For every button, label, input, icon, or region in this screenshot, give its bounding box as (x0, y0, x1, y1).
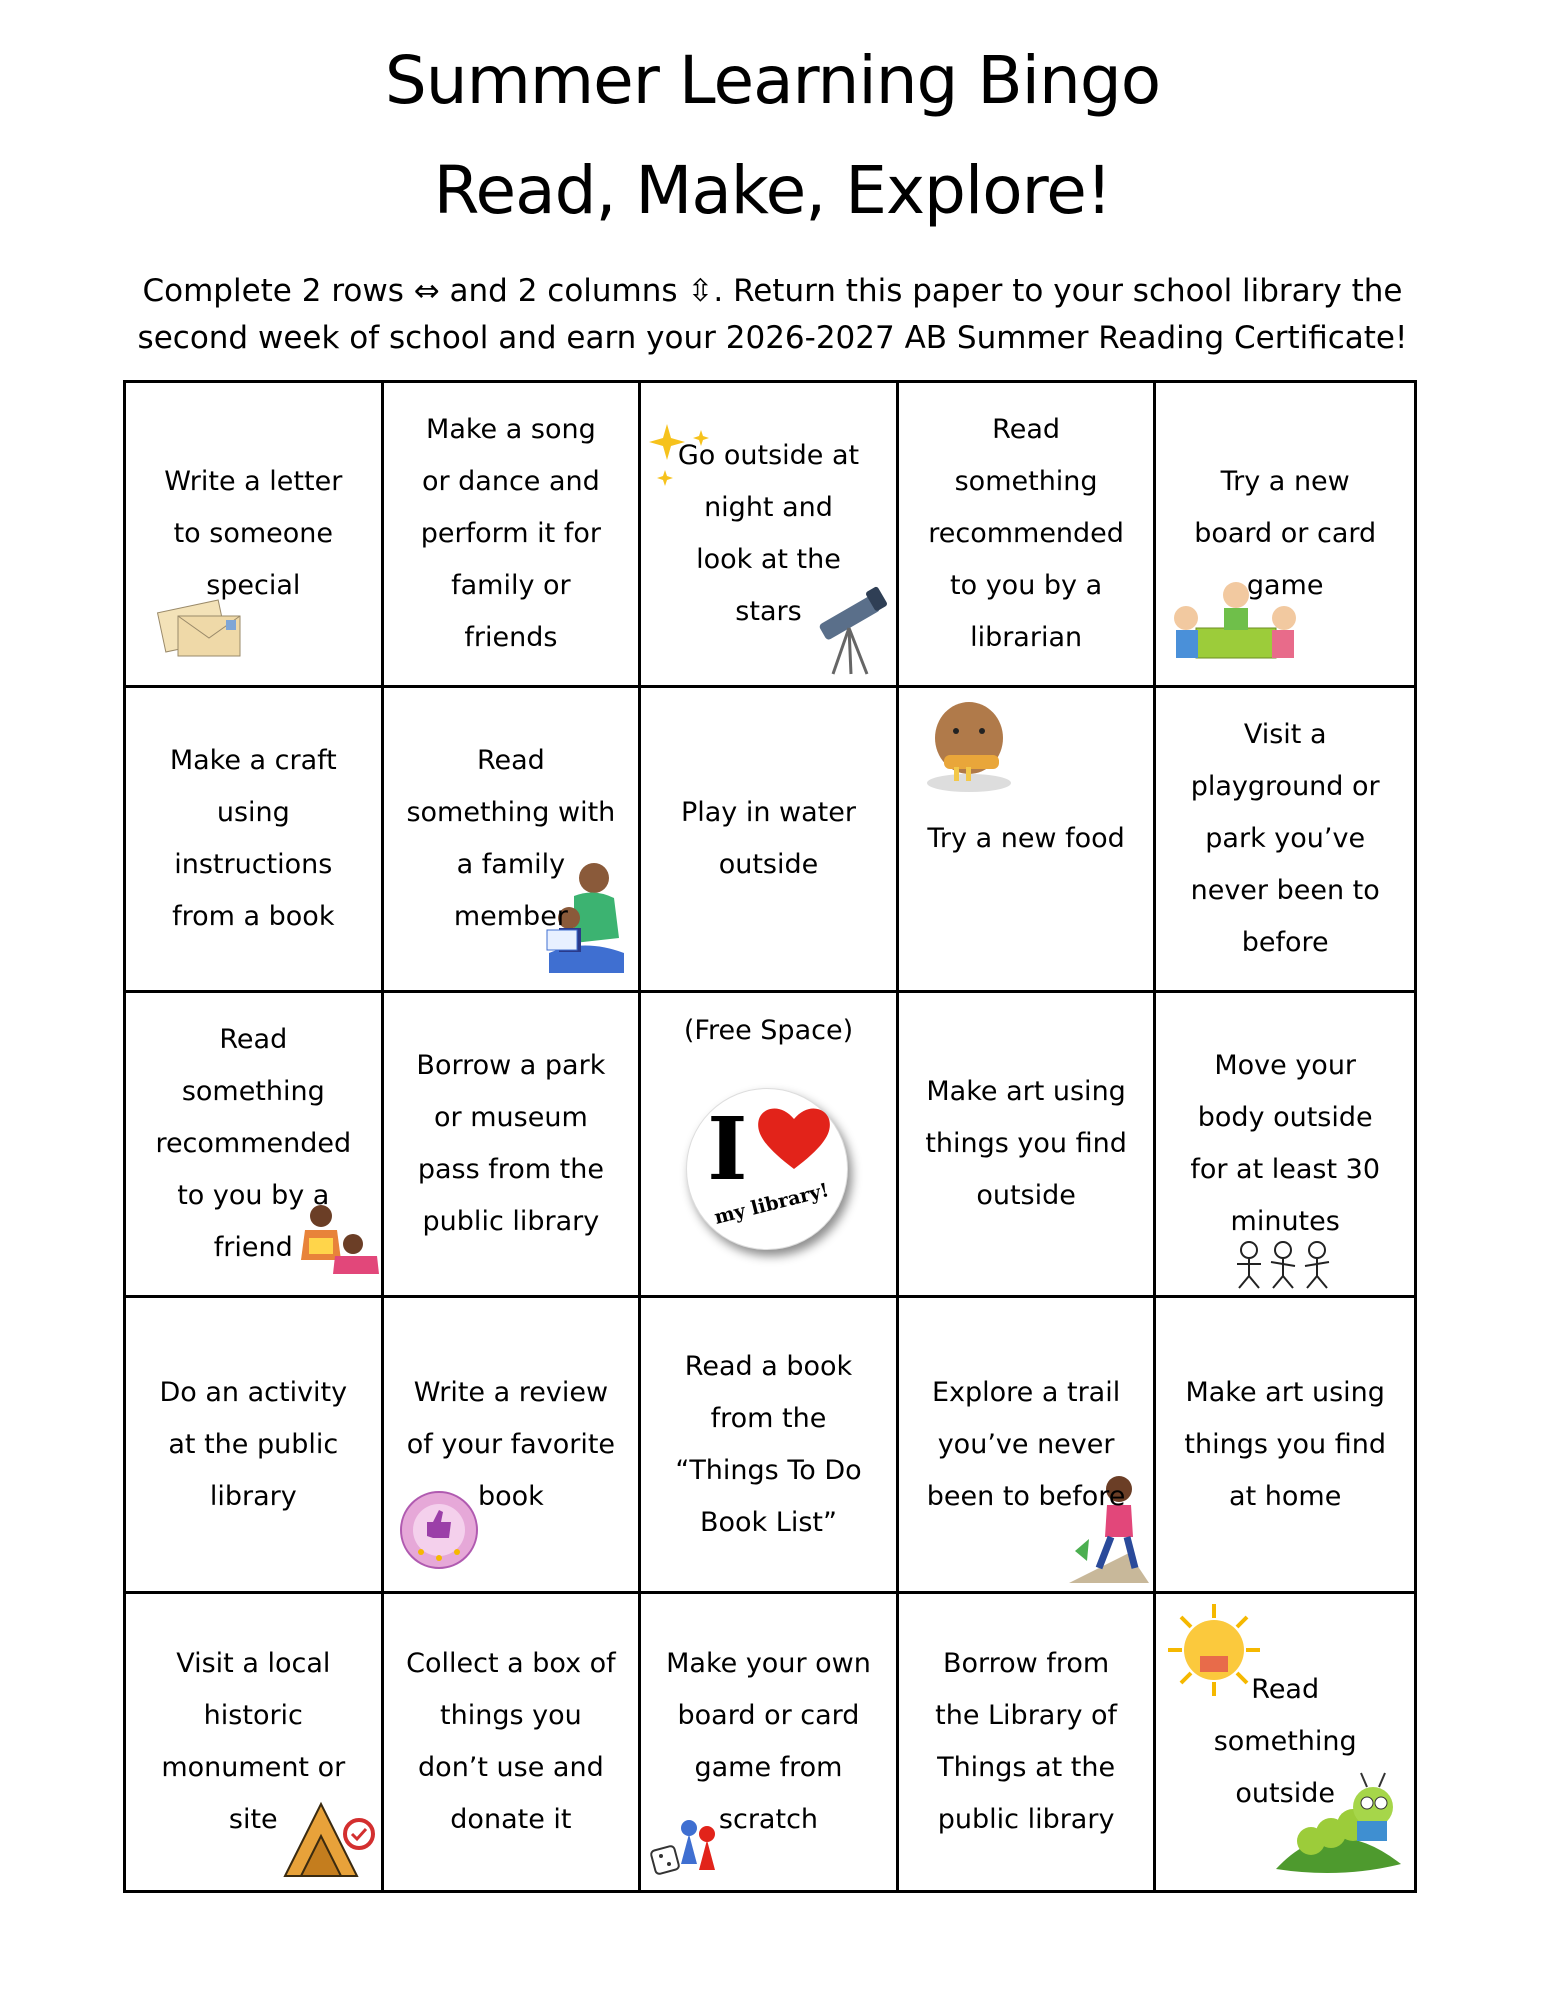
page-title: Summer Learning Bingo (384, 42, 1161, 119)
free-space-cell[interactable] (641, 993, 899, 1298)
bingo-cell-r2c2[interactable] (384, 688, 642, 993)
bingo-cell-text: Read something outside (1213, 1674, 1357, 1809)
bingo-cell-text: Make art using things you find outside (925, 1076, 1127, 1211)
bingo-cell-r5c4[interactable] (899, 1594, 1157, 1890)
instructions-line-2: second week of school and earn your 2026-2027 AB Summer Reading Certificate! (137, 320, 1408, 356)
bingo-cell-r1c4[interactable] (899, 383, 1157, 688)
bingo-cell-r4c5[interactable] (1156, 1298, 1414, 1594)
bingo-cell-text: Borrow from the Library of Things at the public library (935, 1648, 1118, 1835)
bingo-cell-text: Read a book from the “Things To Do Book List” (675, 1350, 862, 1538)
bingo-cell-text: Do an activity at the public library (159, 1376, 348, 1512)
bingo-cell-r5c3[interactable] (641, 1594, 899, 1890)
bingo-cell-text: Read something recommended to you by a friend (155, 1024, 352, 1263)
bingo-cell-r4c1[interactable] (126, 1298, 384, 1594)
bingo-cell-r4c2[interactable] (384, 1298, 642, 1594)
bingo-cell-text: Borrow a park or museum pass from the public library (416, 1050, 606, 1237)
instructions (0, 268, 1545, 362)
bingo-cell-r2c3[interactable] (641, 688, 899, 993)
bingo-cell-r1c1[interactable] (126, 383, 384, 688)
bingo-cell-text: Read something with a family member (406, 745, 616, 932)
bingo-cell-r3c5[interactable] (1156, 993, 1414, 1298)
bingo-cell-text: Visit a playground or park you’ve never been to before (1190, 719, 1380, 958)
bingo-cell-text: Move your body outside for at least 30 minutes (1190, 1050, 1381, 1237)
i-love-my-library-badge (686, 1088, 848, 1250)
bingo-cell-r1c3[interactable] (641, 383, 899, 688)
bingo-cell-r3c2[interactable] (384, 993, 642, 1298)
bingo-grid (123, 380, 1417, 1893)
bingo-cell-r1c5[interactable] (1156, 383, 1414, 688)
bingo-cell-text: Collect a box of things you don’t use and donate it (406, 1648, 616, 1835)
bingo-cell-r1c2[interactable] (384, 383, 642, 688)
bingo-cell-text: Write a review of your favorite book (406, 1376, 616, 1512)
bingo-cell-text: Make art using things you find at home (1184, 1376, 1386, 1512)
instructions-line-1: Complete 2 rows ⇔ and 2 columns ⇳. Return this paper to your school library the (142, 273, 1403, 309)
bingo-cell-r2c4[interactable] (899, 688, 1157, 993)
page-subtitle: Read, Make, Explore! (433, 152, 1112, 229)
bingo-cell-text: Make a song or dance and perform it for family or friends (420, 414, 601, 653)
bingo-cell-r4c3[interactable] (641, 1298, 899, 1594)
bingo-cell-text: Try a new food (927, 823, 1125, 854)
bingo-cell-text: Play in water outside (680, 797, 856, 880)
bingo-cell-text: Make your own board or card game from scratch (666, 1648, 871, 1835)
bingo-cell-r2c1[interactable] (126, 688, 384, 993)
capybara-eating-icon (924, 693, 1019, 793)
free-space-label: (Free Space) (683, 1015, 854, 1046)
bingo-cell-r3c4[interactable] (899, 993, 1157, 1298)
bingo-cell-r5c2[interactable] (384, 1594, 642, 1890)
bingo-cell-r5c1[interactable] (126, 1594, 384, 1890)
bingo-cell-text: Make a craft using instructions from a book (169, 745, 337, 932)
badge-text: my library! (712, 1179, 832, 1229)
badge-letter-i: I (707, 1099, 748, 1200)
bingo-cell-text: Go outside at night and look at the stars (677, 440, 860, 627)
bingo-cell-text: Visit a local historic monument or site (161, 1648, 346, 1835)
bingo-cell-r5c5[interactable] (1156, 1594, 1414, 1890)
bingo-cell-text: Write a letter to someone special (164, 466, 343, 601)
bingo-cell-text: Explore a trail you’ve never been to before (926, 1376, 1126, 1512)
bingo-cell-text: Read something recommended to you by a librarian (928, 414, 1124, 653)
bingo-cell-r2c5[interactable] (1156, 688, 1414, 993)
heart-icon (755, 1103, 833, 1173)
bingo-cell-r3c1[interactable] (126, 993, 384, 1298)
bingo-cell-r4c4[interactable] (899, 1298, 1157, 1594)
bingo-cell-text: Try a new board or card game (1194, 466, 1377, 601)
